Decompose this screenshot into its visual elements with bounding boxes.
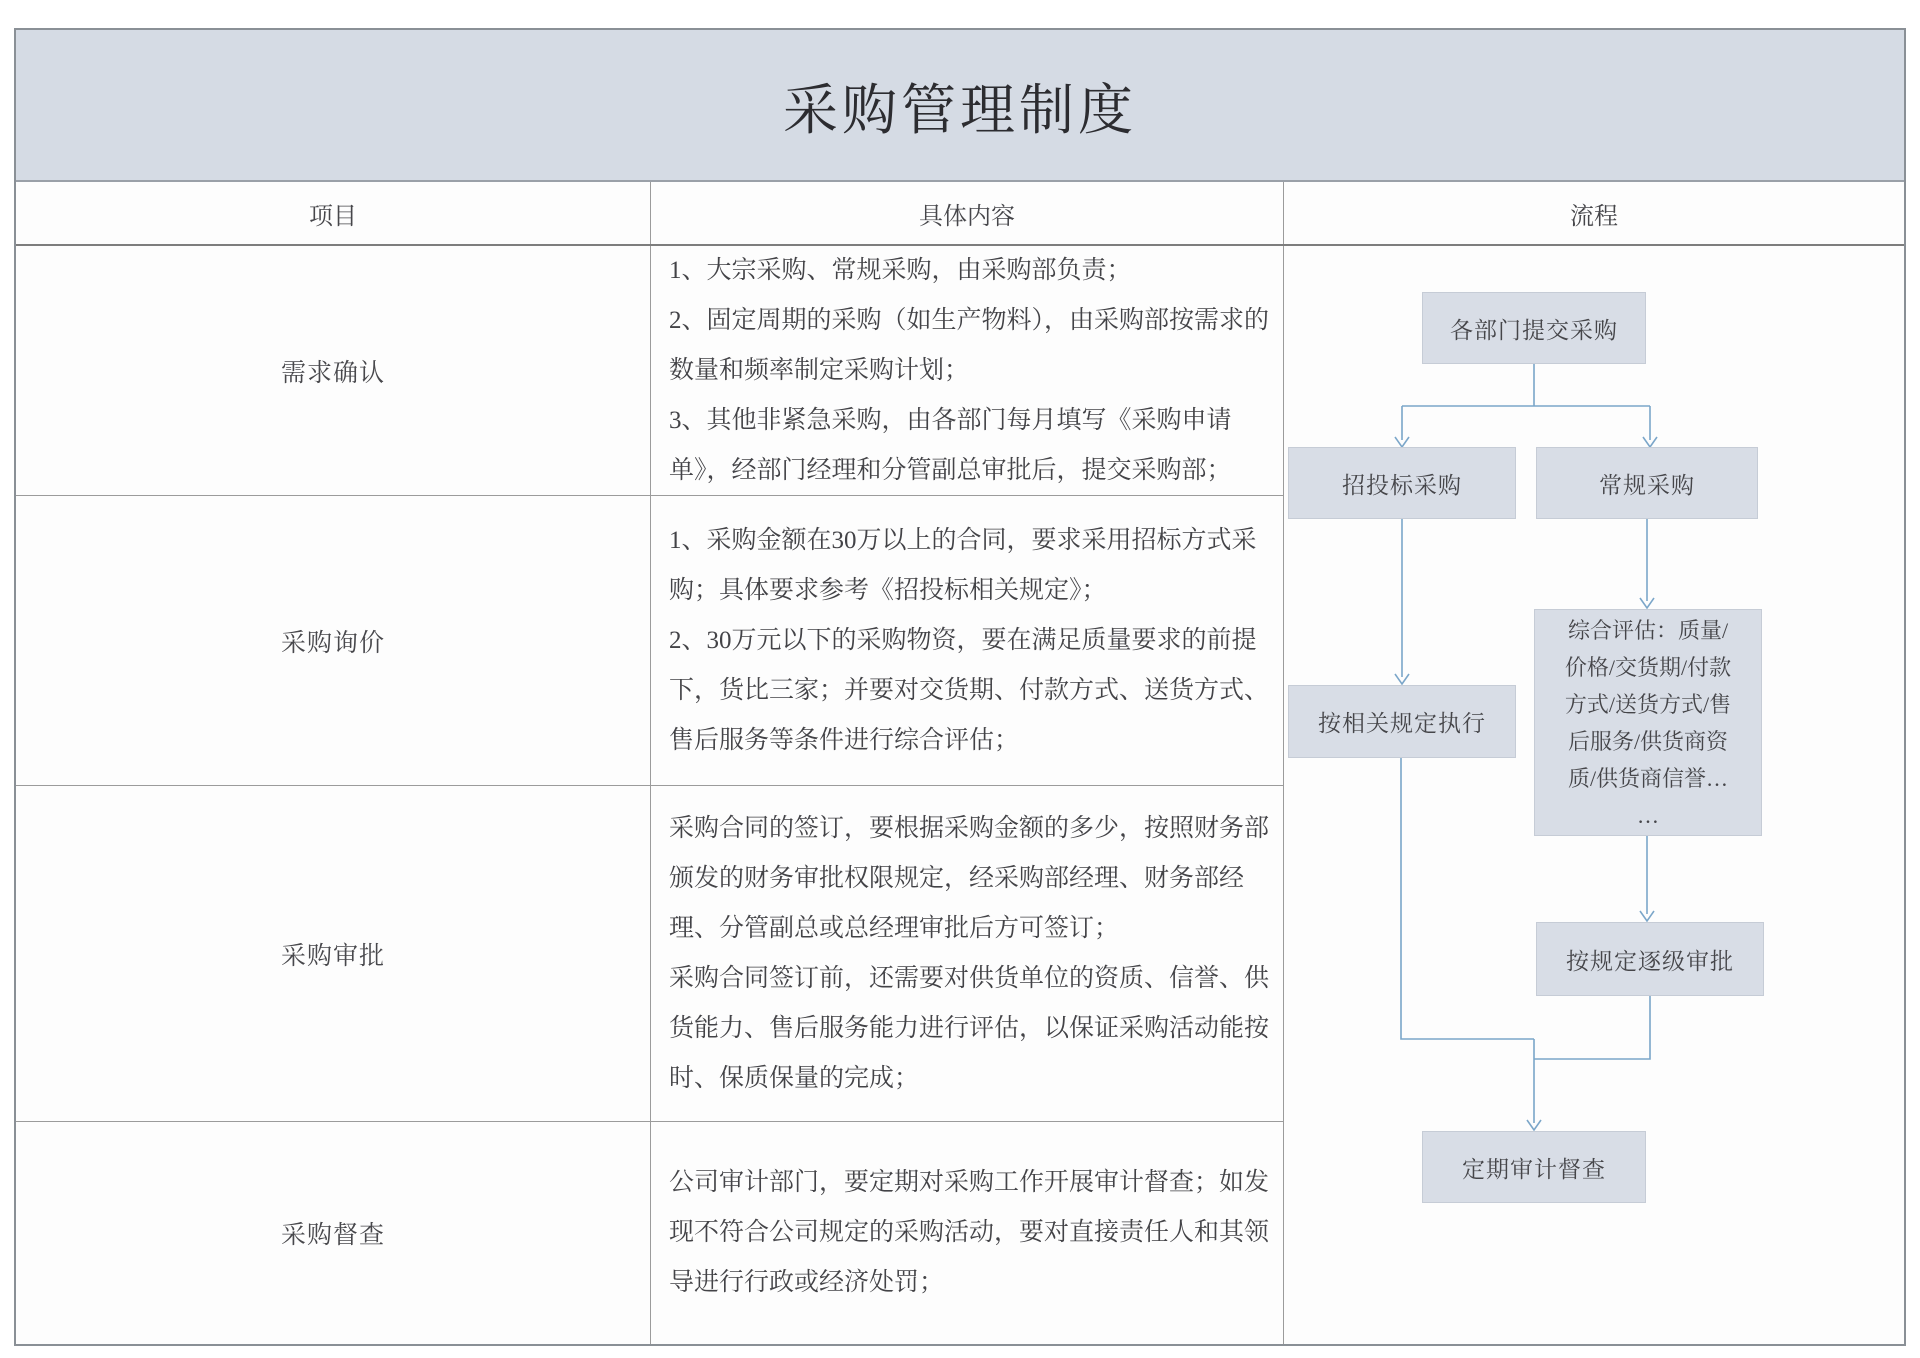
- paragraph: 1、采购金额在30万以上的合同，要求采用招标方式采购；具体要求参考《招投标相关规定》；: [669, 526, 1257, 604]
- flow-node-evaluation: 综合评估：质量/价格/交货期/付款方式/送货方式/售后服务/供货商资质/供货商信誉……: [1534, 609, 1762, 836]
- flow-node-regular: 常规采购: [1536, 447, 1758, 519]
- row-item-demand-confirmation: 需求确认: [16, 246, 651, 496]
- column-header-item: 项目: [16, 182, 651, 244]
- paragraph: 3、其他非紧急采购，由各部门每月填写《采购申请单》，经部门经理和分管副总审批后，提交采购部；: [669, 406, 1232, 484]
- table-body: [16, 246, 1904, 1344]
- table-header-row: [16, 182, 1904, 246]
- row-item-procurement-supervision: 采购督查: [16, 1122, 651, 1344]
- paragraph: 2、30万元以下的采购物资，要在满足质量要求的前提下，货比三家；并要对交货期、付款方式、送货方式、售后服务等条件进行综合评估；: [669, 626, 1270, 754]
- row-content-demand-confirmation: [651, 246, 1284, 496]
- row-content-procurement-supervision: [651, 1122, 1284, 1344]
- paragraph: 采购合同的签订，要根据采购金额的多少，按照财务部颁发的财务审批权限规定，经采购部经理、财务部经理、分管副总或总经理审批后方可签订；: [669, 814, 1270, 942]
- paragraph: 1、大宗采购、常规采购，由采购部负责；: [669, 256, 1132, 284]
- row-content-procurement-inquiry: [651, 496, 1284, 786]
- paragraph: 采购合同签订前，还需要对供货单位的资质、信誉、供货能力、售后服务能力进行评估，以保证采购活动能按时、保质保量的完成；: [669, 964, 1270, 1092]
- row-content-procurement-approval: [651, 786, 1284, 1122]
- flow-node-submit: 各部门提交采购: [1422, 292, 1646, 364]
- paragraph: 公司审计部门，要定期对采购工作开展审计督查；如发现不符合公司规定的采购活动，要对直接责任人和其领导进行行政或经济处罚；: [669, 1169, 1270, 1296]
- document-table: [14, 28, 1906, 1346]
- title-band: [16, 30, 1904, 182]
- flow-node-audit: 定期审计督查: [1422, 1131, 1646, 1203]
- column-header-flow: 流程: [1570, 203, 1618, 230]
- flowchart: [1284, 246, 1904, 1344]
- row-item-procurement-inquiry: 采购询价: [16, 496, 651, 786]
- page-title: 采购管理制度: [782, 79, 1137, 141]
- flow-node-approve: 按规定逐级审批: [1536, 922, 1764, 996]
- row-item-procurement-approval: 采购审批: [16, 786, 651, 1122]
- flow-node-rules: 按相关规定执行: [1288, 685, 1516, 758]
- paragraph: 2、固定周期的采购（如生产物料），由采购部按需求的数量和频率制定采购计划；: [669, 306, 1270, 384]
- column-header-content: 具体内容: [651, 182, 1284, 244]
- flow-node-bidding: 招投标采购: [1288, 447, 1516, 519]
